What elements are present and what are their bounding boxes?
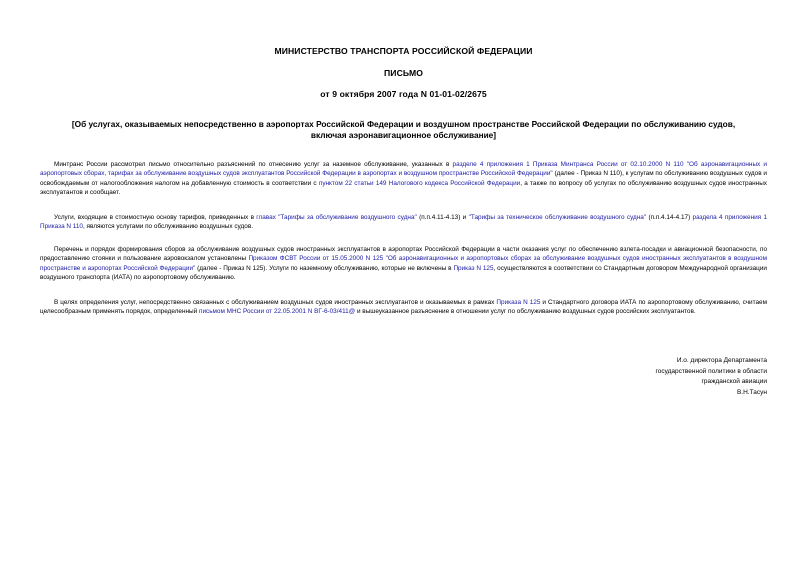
- subject-line-1: [Об услугах, оказываемых непосредственно в аэропортах Российской Федерации и воздушном пространстве Российской Федерации по обслуживанию судов,: [71, 119, 736, 129]
- p3-text-3: , осуществляются в соответствии со Стандартным договором Международной организации воздушного транспорта (ИАТА) по аэропортовому обслуживанию.: [40, 264, 767, 282]
- p1-text-1: Минтранс России рассмотрел письмо относительно разъяснений по отнесению услуг за наземное обслуживание, указанных в: [54, 161, 453, 168]
- link-order-125-short[interactable]: Приказ N 125: [453, 264, 494, 272]
- signature-block: [560, 356, 767, 398]
- p2-text-3: (п.п.4.14-4.17): [646, 214, 693, 221]
- link-order-125[interactable]: Приказом ФСВТ России от 15.05.2000 N 125 "Об аэронавигационных и аэропортовых сборах за обслуживание воздушных судов иностранных эксплуатантов в воздушном пространстве и аэропортах Российской Федерации": [40, 255, 767, 272]
- p2-text-4: , являются услугами по обслуживанию воздушных судов.: [82, 223, 253, 231]
- link-chapter-technical-service-tariffs[interactable]: "Тарифы за техническое обслуживание воздушного судна": [468, 214, 647, 221]
- signature-department: государственной политики в области: [655, 367, 767, 375]
- p3-text-2: (далее - Приказ N 125). Услуги по наземному обслуживанию, которые не включены в: [195, 264, 454, 272]
- link-order-110-section-4[interactable]: разделе 4 приложения 1 Приказа Минтранса России от 02.10.2000 N 110 "Об аэронавигационных и аэропортовых сборах, тарифах за обслуживание воздушных судов эксплуатантов Российской Федерации в аэропортах и воздушном пространстве Российской Федерации": [40, 161, 767, 178]
- doc-type-heading: ПИСЬМО: [384, 68, 423, 78]
- link-order-110-section-4-appendix[interactable]: раздела 4 приложения 1 Приказа N 110: [40, 214, 768, 231]
- p4-text-1: В целях определения услуг, непосредственно связанных с обслуживанием воздушных судов иностранных эксплуатантов и оказываемых в рамках: [54, 299, 497, 306]
- p1-text-2: (далее - Приказ N 110), к услугам по обслуживанию воздушных судов и освобождаемым от налогообложения налогом на добавленную стоимость в соответствии с: [40, 170, 767, 187]
- paragraph-4: [40, 298, 767, 317]
- p4-text-3: и вышеуказанное разъяснение в отношении услуг по обслуживанию воздушных судов российских эксплуатантов.: [355, 308, 696, 316]
- p4-text-2: и Стандартного договора ИАТА по аэропортовому обслуживанию, считаем целесообразным применять порядок, определенный: [40, 299, 767, 316]
- link-order-125-ref[interactable]: Приказа N 125: [496, 299, 541, 306]
- paragraph-2: [40, 213, 767, 232]
- subject-line-2: включая аэронавигационное обслуживание]: [310, 130, 497, 140]
- p3-text-1: Перечень и порядок формирования сборов за обслуживание воздушных судов иностранных эксплуатантов в аэропортах Российской Федерации в части оказания услуг по обеспечению взлета-посадки и авиационной безопасности, по предоставлению стоянки и пользование аэровокзалом установлены: [40, 246, 767, 263]
- date-number-heading: от 9 октября 2007 года N 01-01-02/2675: [320, 89, 487, 99]
- link-mns-letter[interactable]: письмом МНС России от 22.05.2001 N ВГ-6-03/411@: [198, 308, 356, 316]
- paragraph-3: [40, 245, 767, 283]
- link-tax-code-article-149[interactable]: пунктом 22 статьи 149 Налогового кодекса Российской Федерации: [318, 179, 521, 187]
- p2-text-2: (п.п.4.11-4.13) и: [416, 214, 469, 221]
- p2-text-1: Услуги, входящие в стоимостную основу тарифов, приведенных в: [54, 214, 257, 221]
- document-subject: [30, 119, 777, 141]
- signature-position: И.о. директора Департамента: [676, 357, 767, 364]
- p1-text-3: , а также по вопросу об услугах по обслуживанию воздушных судов иностранных эксплуатантов и сообщает.: [40, 179, 767, 197]
- signature-area: гражданской авиации: [701, 378, 767, 385]
- ministry-heading: МИНИСТЕРСТВО ТРАНСПОРТА РОССИЙСКОЙ ФЕДЕРАЦИИ: [274, 46, 533, 56]
- link-chapter-aircraft-service-tariffs[interactable]: главах "Тарифы за обслуживание воздушного судна": [256, 214, 417, 221]
- signature-name: В.Н.Тасун: [736, 388, 767, 396]
- paragraph-1: [40, 160, 767, 198]
